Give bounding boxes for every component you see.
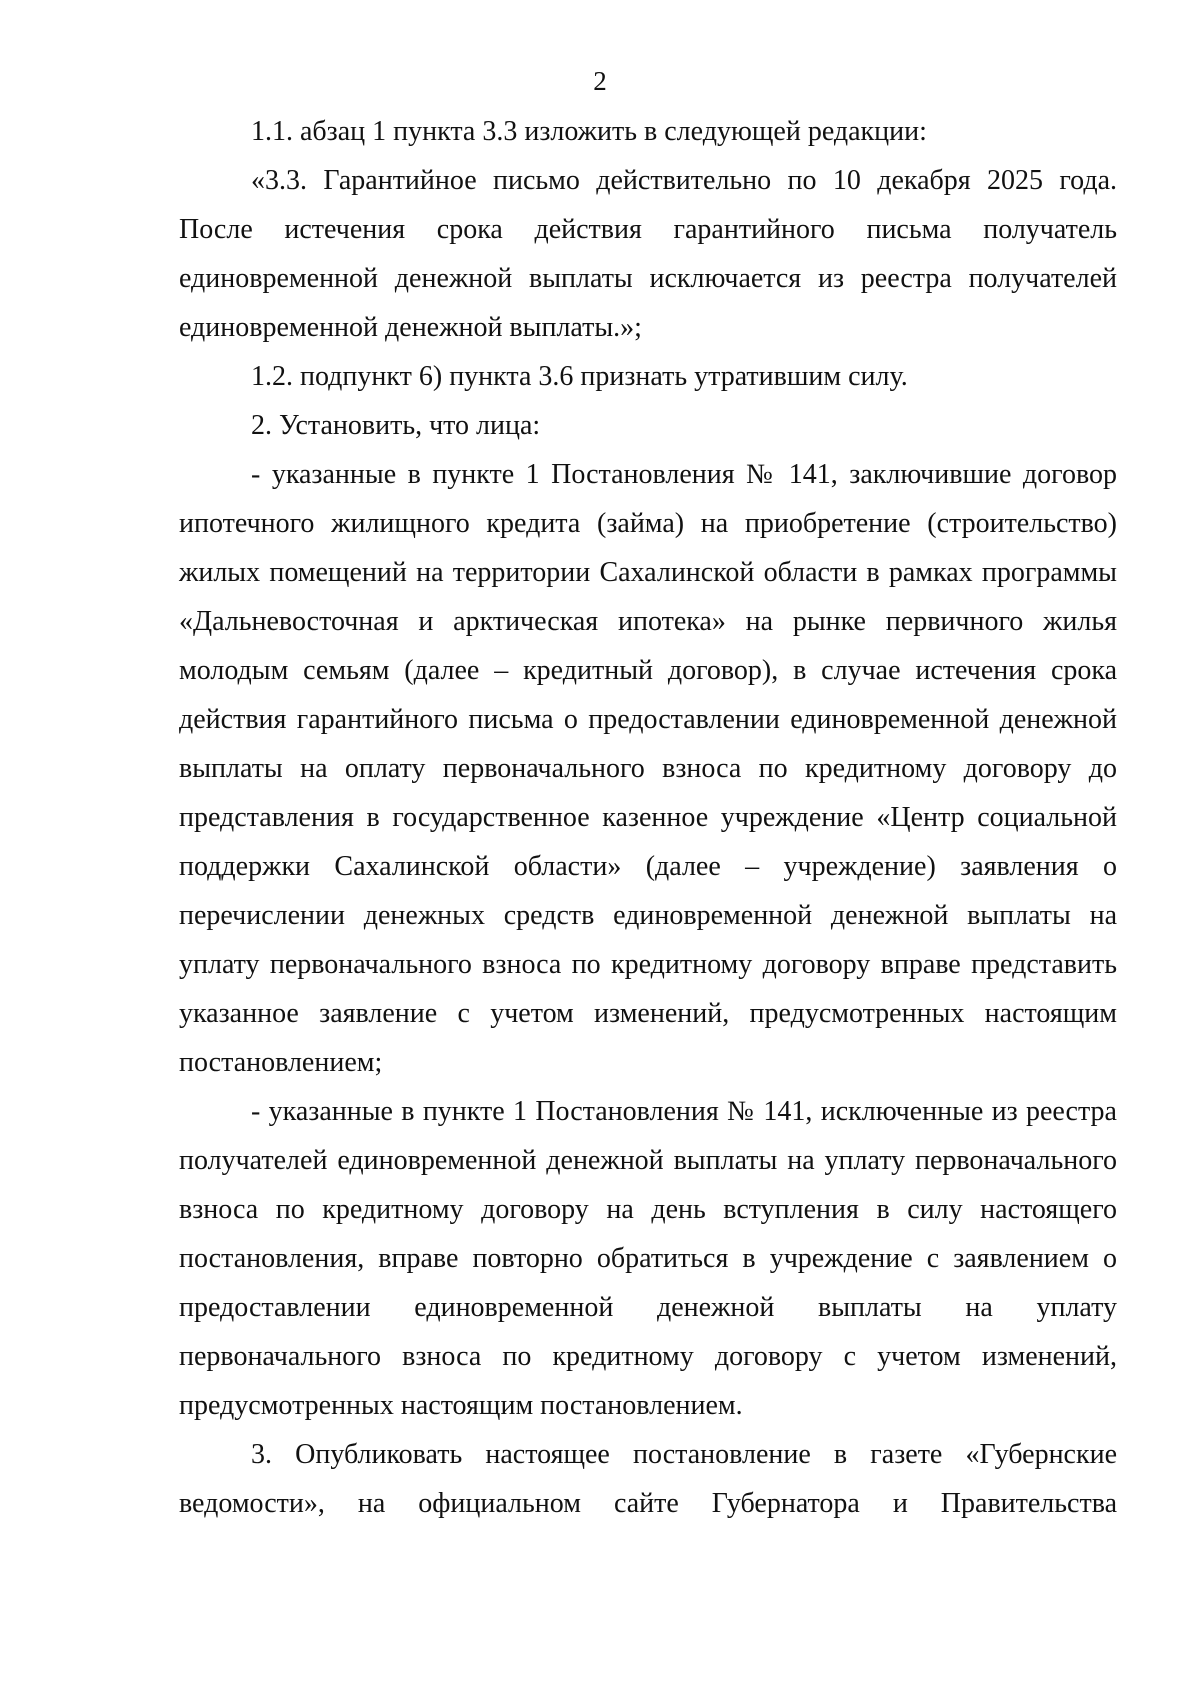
paragraph-2-item-2: - указанные в пункте 1 Постановления № 141, исключенные из реестра получателей единовременной денежной выплаты на уплату первоначального взноса по кредитному договору на день вступления в силу настоящего постановления, вправе повторно обратиться в учреждение с заявлением о предоставлении единовременной денежной выплаты на уплату первоначального взноса по кредитному договору с учетом изменений, предусмотренных настоящим постановлением. bbox=[179, 1096, 1117, 1421]
paragraph-2-item-1: - указанные в пункте 1 Постановления № 141, заключившие договор ипотечного жилищного кредита (займа) на приобретение (строительство) жилых помещений на территории Сахалинской области в рамках программы «Дальневосточная и арктическая ипотека» на рынке первичного жилья молодым семьям (далее – кредитный договор), в случае истечения срока действия гарантийного письма о предоставлении единовременной денежной выплаты на оплату первоначального взноса по кредитному договору до представления в государственное казенное учреждение «Центр социальной поддержки Сахалинской области» (далее – учреждение) заявления о перечислении денежных средств единовременной денежной выплаты на уплату первоначального взноса по кредитному договору вправе представить указанное заявление с учетом изменений, предусмотренных настоящим постановлением; bbox=[179, 459, 1117, 1078]
paragraph-1-1: 1.1. абзац 1 пункта 3.3 изложить в следующей редакции: bbox=[251, 116, 927, 147]
paragraph-2: 2. Установить, что лица: bbox=[251, 410, 541, 441]
paragraph-3-3-quote: «3.3. Гарантийное письмо действительно по 10 декабря 2025 года. После истечения срока действия гарантийного письма получатель единовременной денежной выплаты исключается из реестра получателей единовременной денежной выплаты.»; bbox=[179, 165, 1117, 343]
paragraph-1-2: 1.2. подпункт 6) пункта 3.6 признать утратившим силу. bbox=[251, 361, 908, 392]
paragraph-3: 3. Опубликовать настоящее постановление в газете «Губернские ведомости», на официальном сайте Губернатора и Правительства bbox=[179, 1439, 1117, 1519]
page-number: 2 bbox=[593, 66, 607, 96]
document-body bbox=[179, 107, 1117, 1528]
